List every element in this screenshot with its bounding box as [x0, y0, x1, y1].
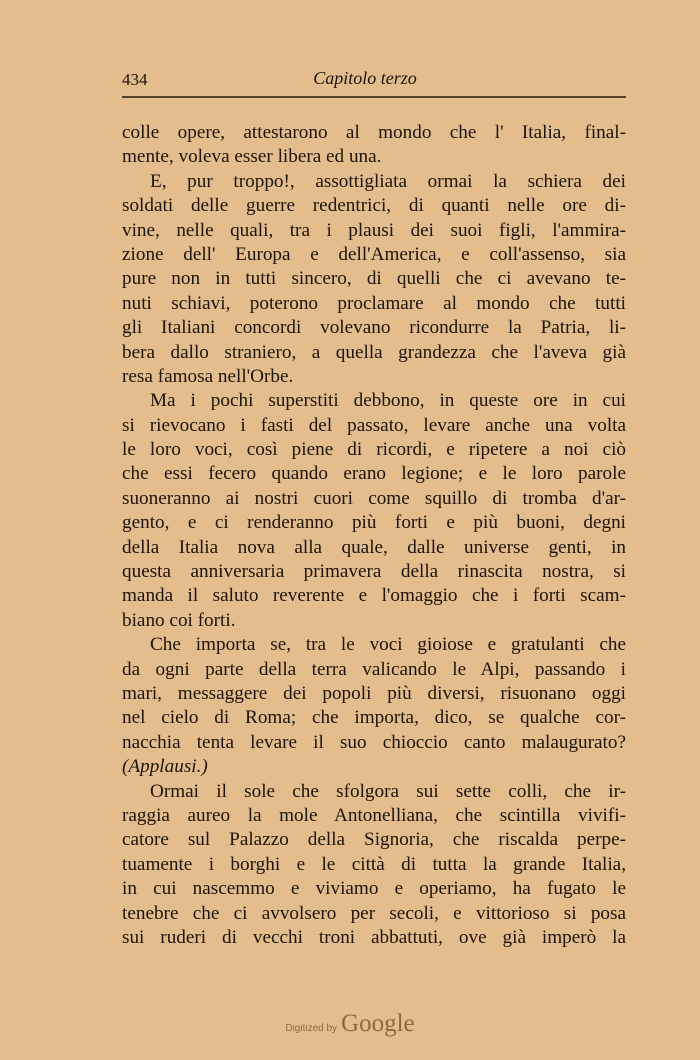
text-line: Che importa se, tra le voci gioiose e gratulanti che — [150, 634, 626, 656]
text-line: le loro voci, così piene di ricordi, e ripetere a noi ciò — [122, 439, 626, 461]
page-number: 434 — [122, 70, 148, 89]
text-line: catore sul Palazzo della Signoria, che riscalda perpe- — [122, 829, 626, 851]
text-line: Ormai il sole che sfolgora sui sette colli, che ir- — [150, 780, 626, 802]
text-line: gento, e ci renderanno più forti e più buoni, degni — [122, 512, 626, 534]
text-line: sui ruderi di vecchi troni abbattuti, ove già imperò la — [122, 926, 626, 948]
text-line: pure non in tutti sincero, di quelli che ci avevano te- — [122, 268, 626, 290]
body-text — [122, 121, 626, 950]
text-line: raggia aureo la mole Antonelliana, che scintilla vivifi- — [122, 804, 626, 826]
text-line: E, pur troppo!, assottigliata ormai la schiera dei — [150, 170, 626, 192]
text-line: mente, voleva esser libera ed una. — [122, 146, 382, 168]
text-line: mari, messaggere dei popoli più diversi, risuonano oggi — [122, 682, 626, 704]
text-line: vine, nelle quali, tra i plausi dei suoi figli, l'ammira- — [122, 219, 626, 241]
text-line: Ma i pochi superstiti debbono, in queste ore in cui — [150, 390, 626, 412]
text-line: nacchia tenta levare il suo chioccio canto malaugurato? — [122, 731, 626, 753]
text-line: (Applausi.) — [122, 756, 208, 778]
text-line: bera dallo straniero, a quella grandezza che l'aveva già — [122, 341, 626, 363]
text-line: resa famosa nell'Orbe. — [122, 365, 294, 387]
text-line: questa anniversaria primavera della rinascita nostra, si — [122, 561, 626, 583]
text-line: in cui nascemmo e viviamo e operiamo, ha fugato le — [122, 878, 626, 900]
text-line: si rievocano i fasti del passato, levare anche una volta — [122, 414, 626, 436]
text-line: che essi fecero quando erano legione; e le loro parole — [122, 463, 626, 485]
google-logo: Google — [341, 1010, 415, 1037]
text-line: soldati delle guerre redentrici, di quanti nelle ore di- — [122, 195, 626, 217]
text-line: della Italia nova alla quale, dalle universe genti, in — [122, 536, 626, 558]
text-line: tenebre che ci avvolsero per secoli, e vittorioso si posa — [122, 902, 626, 924]
text-line: gli Italiani concordi volevano ricondurre la Patria, li- — [122, 317, 626, 339]
text-line: tuamente i borghi e le città di tutta la grande Italia, — [122, 853, 626, 875]
text-line: colle opere, attestarono al mondo che l' Italia, final- — [122, 122, 626, 143]
digitization-watermark — [0, 1010, 700, 1038]
text-line: nuti schiavi, poterono proclamare al mondo che tutti — [122, 292, 626, 314]
running-title: Capitolo terzo — [313, 68, 417, 88]
text-line: biano coi forti. — [122, 609, 236, 631]
text-line: da ogni parte della terra valicando le Alpi, passando i — [122, 658, 626, 680]
text-line: suoneranno ai nostri cuori come squillo di tromba d'ar- — [122, 487, 626, 509]
header-rule — [122, 96, 626, 98]
text-line: zione dell' Europa e dell'America, e coll'assenso, sia — [122, 243, 626, 265]
text-line: manda il saluto reverente e l'omaggio che i forti scam- — [122, 585, 626, 607]
digitized-by-label: Digitized by — [285, 1023, 338, 1034]
text-line: nel cielo di Roma; che importa, dico, se qualche cor- — [122, 707, 626, 729]
